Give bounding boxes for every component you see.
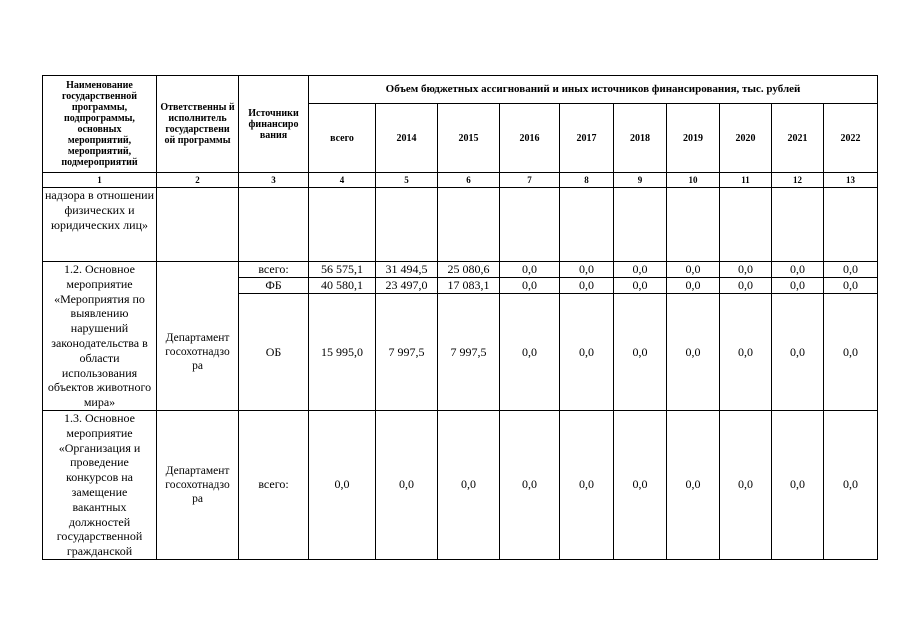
value-cell: 0,0 [614,262,667,278]
value-cell: 0,0 [667,278,720,294]
col-number: 4 [309,173,376,188]
budget-table-sheet [42,75,878,560]
source-cell: всего: [239,410,309,559]
value-cell: 0,0 [560,294,614,411]
column-numbers-row [43,173,878,188]
header-source: Источники финансиро вания [239,76,309,173]
responsible-cell: Департамент госохотнадзо ра [157,410,239,559]
header-year: 2017 [560,104,614,173]
value-cell: 0,0 [614,410,667,559]
col-number: 11 [720,173,772,188]
value-cell: 0,0 [500,278,560,294]
value-cell: 0,0 [720,410,772,559]
value-cell: 17 083,1 [438,278,500,294]
table-row [43,294,878,411]
measure-name: надзора в отношении физических и юридических лиц» [43,188,157,262]
value-cell: 0,0 [824,262,878,278]
table-row [43,262,878,278]
col-number: 2 [157,173,239,188]
value-cell: 40 580,1 [309,278,376,294]
value-cell: 0,0 [376,410,438,559]
value-cell: 23 497,0 [376,278,438,294]
header-year: 2019 [667,104,720,173]
value-cell: 0,0 [824,410,878,559]
col-number: 6 [438,173,500,188]
header-year: 2016 [500,104,560,173]
value-cell: 0,0 [772,410,824,559]
value-cell: 0,0 [560,410,614,559]
col-number: 9 [614,173,667,188]
value-cell: 0,0 [772,262,824,278]
value-cell: 0,0 [824,294,878,411]
header-year: 2020 [720,104,772,173]
value-cell: 7 997,5 [376,294,438,411]
header-year: 2015 [438,104,500,173]
value-cell: 0,0 [614,294,667,411]
header-year: 2021 [772,104,824,173]
value-cell: 0,0 [560,278,614,294]
source-cell: всего: [239,262,309,278]
value-cell: 0,0 [500,294,560,411]
value-cell: 0,0 [614,278,667,294]
value-cell: 0,0 [720,262,772,278]
col-number: 8 [560,173,614,188]
value-cell: 0,0 [720,294,772,411]
value-cell: 0,0 [500,410,560,559]
header-year: 2014 [376,104,438,173]
value-cell: 25 080,6 [438,262,500,278]
value-cell: 31 494,5 [376,262,438,278]
col-number: 5 [376,173,438,188]
col-number: 12 [772,173,824,188]
value-cell: 0,0 [667,262,720,278]
value-cell: 7 997,5 [438,294,500,411]
table-row [43,410,878,559]
col-number: 10 [667,173,720,188]
value-cell: 0,0 [667,410,720,559]
table-row [43,188,878,262]
value-cell: 15 995,0 [309,294,376,411]
col-number: 13 [824,173,878,188]
header-total: всего [309,104,376,173]
header-volume: Объем бюджетных ассигнований и иных источников финансирования, тыс. рублей [309,76,878,104]
value-cell: 0,0 [309,410,376,559]
responsible-cell: Департамент госохотнадзо ра [157,294,239,411]
header-responsible: Ответственны й исполнитель государствени ой программы [157,76,239,173]
header-year: 2018 [614,104,667,173]
value-cell: 0,0 [824,278,878,294]
value-cell: 0,0 [560,262,614,278]
value-cell: 56 575,1 [309,262,376,278]
value-cell: 0,0 [667,294,720,411]
value-cell: 0,0 [500,262,560,278]
header-year: 2022 [824,104,878,173]
col-number: 1 [43,173,157,188]
value-cell: 0,0 [438,410,500,559]
table-row [43,278,878,294]
budget-table [42,75,878,560]
source-cell: ОБ [239,294,309,411]
col-number: 3 [239,173,309,188]
col-number: 7 [500,173,560,188]
value-cell: 0,0 [772,278,824,294]
source-cell: ФБ [239,278,309,294]
measure-name: 1.2. Основное мероприятие «Мероприятия по выявлению нарушений законодательства в области использования объектов животного мира» [43,262,157,411]
value-cell: 0,0 [720,278,772,294]
measure-name: 1.3. Основное мероприятие «Организация и проведение конкурсов на замещение вакантных должностей государственной гражданской [43,410,157,559]
value-cell: 0,0 [772,294,824,411]
header-name: Наименование государственной программы, подпрограммы, основных мероприятий, мероприятий, подмероприятий [43,76,157,173]
